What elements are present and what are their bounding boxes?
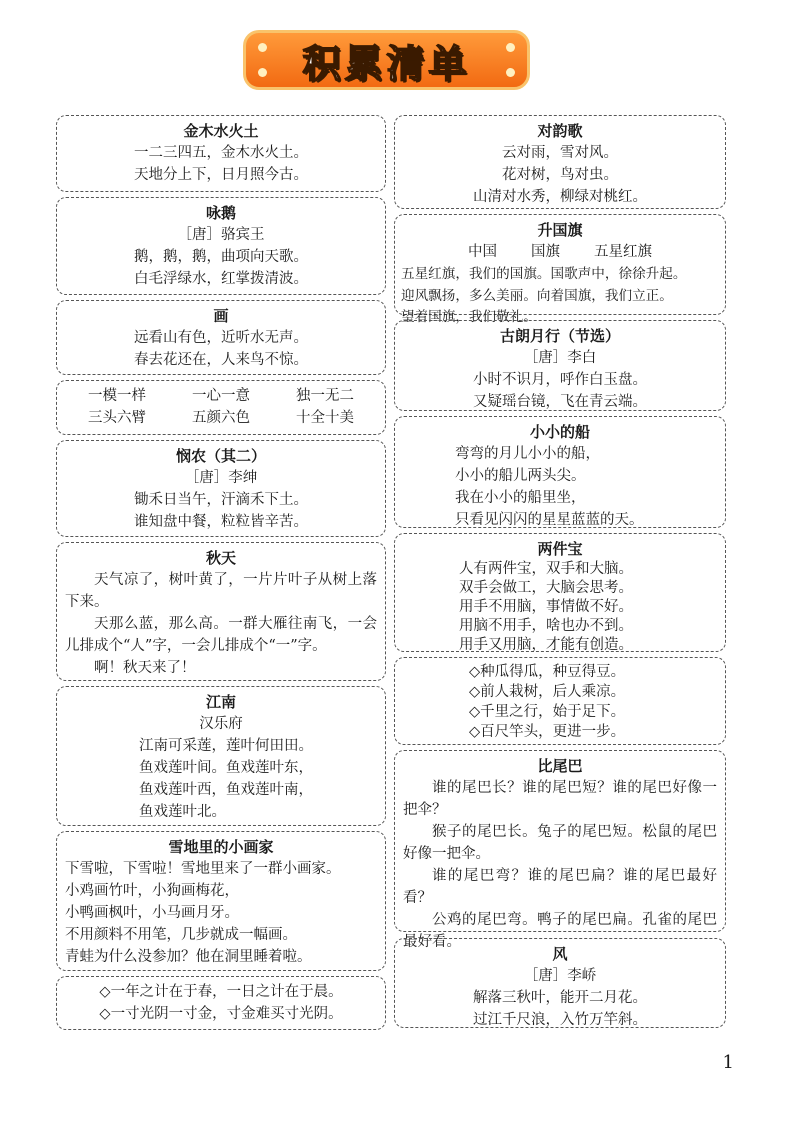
card-xuedi <box>56 831 386 971</box>
text-line: 鹅，鹅，鹅，曲项向天歌。 <box>134 249 308 265</box>
card-title: 小小的船 <box>529 423 590 441</box>
idiom: 五颜六色 <box>192 410 250 426</box>
saying: ◇千里之行，始于足下。 <box>469 704 626 720</box>
text-line: 用手不用脑，事情做不好。 <box>459 599 633 615</box>
card-hua <box>56 300 386 375</box>
card-title: 咏鹅 <box>205 204 236 222</box>
text-line: 小时不识月，呼作白玉盘。 <box>473 372 647 388</box>
card-author: ［唐］骆宾王 <box>177 227 265 243</box>
card-title: 秋天 <box>205 549 236 567</box>
text-line: 我在小小的船里坐， <box>455 490 586 506</box>
page-title: 积累清单 <box>302 41 471 86</box>
card-title: 比尾巴 <box>537 757 583 775</box>
card-title: 雪地里的小画家 <box>168 838 274 856</box>
text-line: 过江千尺浪，入竹万竿斜。 <box>473 1012 647 1028</box>
text-line: 鱼戏莲叶北。 <box>139 804 226 820</box>
text-line: 小小的船儿两头尖。 <box>455 468 586 484</box>
card-jinmushuihuotu <box>56 115 386 192</box>
saying: ◇前人栽树，后人乘凉。 <box>469 684 626 700</box>
text-line: 小鸡画竹叶，小狗画梅花， <box>65 883 239 899</box>
text-line: 又疑瑶台镜，飞在青云端。 <box>473 394 647 410</box>
card-biweiba <box>394 750 726 950</box>
saying: ◇一寸光阴一寸金，寸金难买寸光阴。 <box>99 1006 343 1022</box>
card-liangjianbao <box>394 533 726 652</box>
card-title: 古朗月行（节选） <box>499 327 620 345</box>
paragraph: 猴子的尾巴长。兔子的尾巴短。松鼠的尾巴好像一把伞。 <box>403 824 717 862</box>
card-title: 悯农（其二） <box>175 447 266 465</box>
idiom: 一模一样 <box>88 388 146 404</box>
text-line: 江南可采莲，莲叶何田田。 <box>139 738 313 754</box>
text-line: 青蛙为什么没参加？他在洞里睡着啦。 <box>65 949 312 965</box>
idiom: 三头六臂 <box>88 410 146 426</box>
card-author: ［唐］李绅 <box>184 470 258 486</box>
paragraph: 天气凉了，树叶黄了，一片片叶子从树上落下来。 <box>65 572 377 610</box>
text-line: 用手又用脑，才能有创造。 <box>459 637 633 653</box>
card-author: ［唐］李峤 <box>523 968 597 984</box>
text-line: 迎风飘扬，多么美丽。向着国旗，我们立正。 <box>401 288 673 304</box>
page-number: 1 <box>722 1052 734 1073</box>
idiom-row <box>65 407 377 429</box>
card-yonge <box>56 197 386 295</box>
card-feng <box>394 938 726 1028</box>
text-line: 锄禾日当午，汗滴禾下土。 <box>134 492 308 508</box>
banner-dot <box>258 43 267 52</box>
banner-dot <box>506 43 515 52</box>
text-line: 不用颜料不用笔，几步就成一幅画。 <box>65 927 297 943</box>
card-minnong <box>56 440 386 537</box>
card-xiaoxiaodechuan <box>394 416 726 528</box>
text-line: 人有两件宝，双手和大脑。 <box>459 561 633 577</box>
card-shengguoqi <box>394 214 726 325</box>
text-line: 双手会做工，大脑会思考。 <box>459 580 633 596</box>
card-qiutian <box>56 542 386 681</box>
text-line: 鱼戏莲叶间。鱼戏莲叶东， <box>139 760 313 776</box>
card-idioms <box>56 380 386 435</box>
saying: ◇种瓜得瓜，种豆得豆。 <box>469 664 626 680</box>
text-line: 山清对水秀，柳绿对桃红。 <box>473 189 647 205</box>
idiom: 独一无二 <box>296 388 354 404</box>
card-jiangnan <box>56 686 386 826</box>
paragraph: 天那么蓝，那么高。一群大雁往南飞，一会儿排成个“人”字，一会儿排成个“一”字。 <box>65 616 377 654</box>
saying: ◇百尺竿头，更进一步。 <box>469 724 626 740</box>
word: 中国 <box>468 244 497 260</box>
card-sayings-right <box>394 657 726 745</box>
text-line: 花对树，鸟对虫。 <box>502 167 618 183</box>
idiom-row <box>65 385 377 407</box>
paragraph: 公鸡的尾巴弯。鸭子的尾巴扁。孔雀的尾巴最好看。 <box>403 912 717 950</box>
paragraph: 谁的尾巴长？谁的尾巴短？谁的尾巴好像一把伞？ <box>403 780 717 818</box>
saying: ◇一年之计在于春，一日之计在于晨。 <box>99 984 343 1000</box>
card-title: 风 <box>552 945 568 963</box>
word: 国旗 <box>531 244 560 260</box>
banner-dot <box>506 68 515 77</box>
card-title: 画 <box>213 307 229 325</box>
card-duiyunge <box>394 115 726 209</box>
text-line: 望着国旗，我们敬礼。 <box>401 309 537 325</box>
text-line: 小鸭画枫叶，小马画月牙。 <box>65 905 239 921</box>
text-line: 白毛浮绿水，红掌拨清波。 <box>134 271 308 287</box>
card-title: 两件宝 <box>537 540 583 558</box>
text-line: 谁知盘中餐，粒粒皆辛苦。 <box>134 514 308 530</box>
text-line: 解落三秋叶，能开二月花。 <box>473 990 647 1006</box>
text-line: 云对雨，雪对风。 <box>502 145 618 161</box>
text-line: 远看山有色，近听水无声。 <box>134 330 308 346</box>
card-gulangyuexing <box>394 320 726 411</box>
card-title: 金木水火土 <box>183 122 259 140</box>
text-line: 春去花还在，人来鸟不惊。 <box>134 352 308 368</box>
text-line: 下雪啦，下雪啦！雪地里来了一群小画家。 <box>65 861 341 877</box>
text-line: 鱼戏莲叶西，鱼戏莲叶南， <box>139 782 313 798</box>
text-line: 一二三四五，金木水火土。 <box>134 145 308 161</box>
idiom: 十全十美 <box>296 410 354 426</box>
card-title: 升国旗 <box>537 221 583 239</box>
text-line: 弯弯的月儿小小的船， <box>455 446 600 462</box>
text-line: 天地分上下，日月照今古。 <box>134 167 308 183</box>
text-line: 只看见闪闪的星星蓝蓝的天。 <box>455 512 644 528</box>
word-row <box>401 241 719 263</box>
card-sayings-left <box>56 976 386 1030</box>
text-line: 用脑不用手，啥也办不到。 <box>459 618 633 634</box>
card-title: 江南 <box>205 693 236 711</box>
paragraph: 谁的尾巴弯？谁的尾巴扁？谁的尾巴最好看？ <box>403 868 717 906</box>
banner-dot <box>258 68 267 77</box>
word: 五星红旗 <box>594 244 652 260</box>
text-line: 五星红旗，我们的国旗。国歌声中，徐徐升起。 <box>401 266 687 282</box>
idiom: 一心一意 <box>192 388 250 404</box>
paragraph: 啊！秋天来了！ <box>94 660 196 676</box>
card-title: 对韵歌 <box>537 122 583 140</box>
title-banner <box>243 30 530 90</box>
card-author: 汉乐府 <box>199 716 243 732</box>
card-author: ［唐］李白 <box>523 350 597 366</box>
